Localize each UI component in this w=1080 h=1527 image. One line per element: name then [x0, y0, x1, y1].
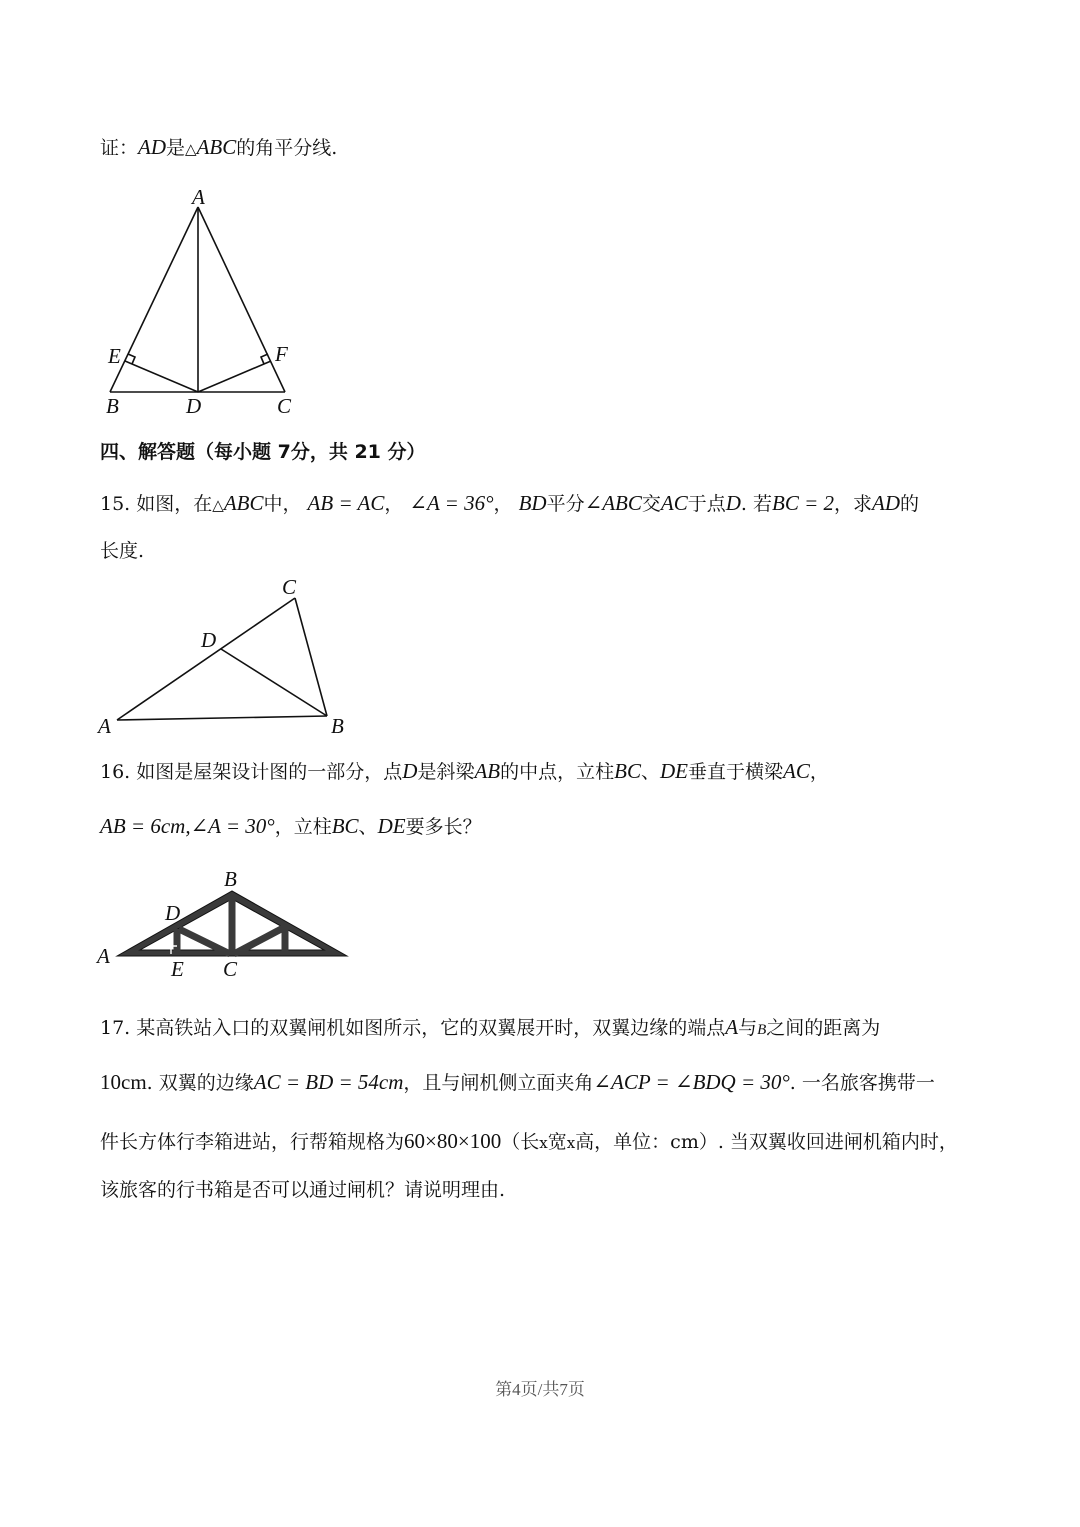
math-a: A — [725, 1015, 739, 1039]
q16-line2 — [100, 811, 482, 842]
q17-line1 — [100, 1012, 880, 1045]
label-e: E — [171, 957, 184, 981]
times-symbol: x — [539, 1134, 548, 1152]
label-a: A — [98, 714, 111, 738]
edge-ab — [117, 716, 327, 720]
figure-14 — [95, 185, 315, 418]
text: ， — [493, 493, 513, 515]
proof-tail-line — [100, 132, 337, 164]
figure-15 — [95, 572, 355, 742]
q15-line2: 长度. — [100, 540, 145, 562]
text: 中， — [263, 493, 302, 515]
q16-text: 16. 如图是屋架设计图的一部分，点 — [100, 761, 403, 783]
math-bc-eq-2: BC = 2 — [772, 491, 835, 515]
q15-text: 15. 如图，在 — [100, 493, 213, 515]
label-c: C — [223, 957, 238, 981]
text: （长 — [501, 1131, 540, 1153]
math-abc: ABC — [196, 135, 237, 159]
math-de: DE — [659, 759, 688, 783]
triangle-symbol: △ — [212, 496, 224, 514]
text-shi: 是 — [166, 137, 186, 159]
text: ，求 — [834, 493, 873, 515]
math-bc: BC — [614, 759, 641, 783]
text: 高，单位：cm）. 当双翼收回进闸机箱内时， — [575, 1131, 958, 1153]
math-d: D — [402, 759, 418, 783]
edge-df — [198, 361, 271, 392]
text: . 一名旅客携带一 — [789, 1072, 935, 1094]
text: 的中点，立柱 — [500, 761, 615, 783]
math-ab: AB — [474, 759, 501, 783]
math-ab-6cm-angle-30: AB = 6cm,∠A = 30° — [100, 814, 275, 838]
math-b: B — [757, 1022, 767, 1038]
q16-line1 — [100, 756, 829, 787]
label-a: A — [97, 944, 110, 968]
q17-text: 17. 某高铁站入口的双翼闸机如图所示，它的双翼展开时，双翼边缘的端点 — [100, 1017, 726, 1039]
label-d: D — [165, 901, 181, 925]
edge-ab — [110, 207, 198, 392]
text: 要多长？ — [405, 816, 482, 838]
label-d: D — [186, 394, 202, 418]
text: 的 — [900, 493, 920, 515]
math-de: DE — [377, 814, 406, 838]
edge-de — [125, 361, 198, 392]
label-d: D — [201, 628, 217, 652]
math-bd: BD — [518, 491, 547, 515]
math-ac: AC — [783, 759, 810, 783]
text: 平分 — [546, 493, 585, 515]
math-angle-abc: ∠ABC — [584, 491, 642, 515]
proof-suffix: 的角平分线. — [236, 137, 338, 159]
text: 垂直于横梁 — [687, 761, 783, 783]
label-a: A — [192, 185, 205, 209]
text: 于点 — [687, 493, 726, 515]
q17-line3 — [100, 1126, 958, 1158]
label-c: C — [282, 575, 297, 599]
edge-ac — [198, 207, 285, 392]
math-ab-eq-ac: AB = AC — [307, 491, 385, 515]
text: ， — [809, 761, 829, 783]
text: ， — [384, 493, 404, 515]
label-b: B — [224, 867, 237, 891]
q17-line2 — [100, 1067, 935, 1098]
math-ac: AC — [660, 491, 688, 515]
math-angle-acp-bdq: ∠ACP = ∠BDQ = 30° — [593, 1070, 790, 1094]
text: 之间的距离为 — [766, 1017, 881, 1039]
text: 交 — [641, 493, 661, 515]
math-d: D — [725, 491, 741, 515]
text: . 若 — [740, 493, 772, 515]
text: ，且与闸机侧立面夹角 — [403, 1072, 594, 1094]
text: . 双翼的边缘 — [146, 1072, 254, 1094]
math-ad: AD — [872, 491, 901, 515]
label-e: E — [108, 344, 121, 368]
math-ac-bd-54cm: AC = BD = 54cm — [253, 1070, 404, 1094]
math-ad: AD — [138, 135, 167, 159]
text: 、 — [358, 816, 378, 838]
text: 件长方体行李箱进站，行帮箱规格为 — [100, 1131, 405, 1153]
math-10cm: 10cm — [100, 1070, 147, 1094]
text: 、 — [640, 761, 660, 783]
label-b: B — [106, 394, 119, 418]
label-b: B — [331, 714, 344, 738]
q15-line1 — [100, 488, 919, 520]
label-c: C — [277, 394, 292, 418]
q17-line4: 该旅客的行书箱是否可以通过闸机？请说明理由. — [100, 1179, 506, 1201]
proof-prefix: 证： — [100, 137, 139, 159]
label-f: F — [275, 342, 288, 366]
text: 与 — [738, 1017, 758, 1039]
figure-16-truss — [95, 866, 365, 986]
edge-ac — [117, 598, 295, 720]
section-heading: 四、解答题（每小题 7分，共 21 分） — [100, 441, 426, 463]
text: ，立柱 — [274, 816, 332, 838]
text: 是斜梁 — [417, 761, 475, 783]
math-dims: 60×80×100 — [404, 1129, 502, 1153]
times-symbol: x — [566, 1134, 576, 1152]
text: 宽 — [547, 1131, 567, 1153]
page-footer: 第4页/共7页 — [495, 1380, 585, 1399]
math-angle-a: ∠A = 36° — [409, 491, 494, 515]
math-bc: BC — [331, 814, 359, 838]
math-abc: ABC — [223, 491, 264, 515]
triangle-symbol: △ — [185, 140, 197, 158]
